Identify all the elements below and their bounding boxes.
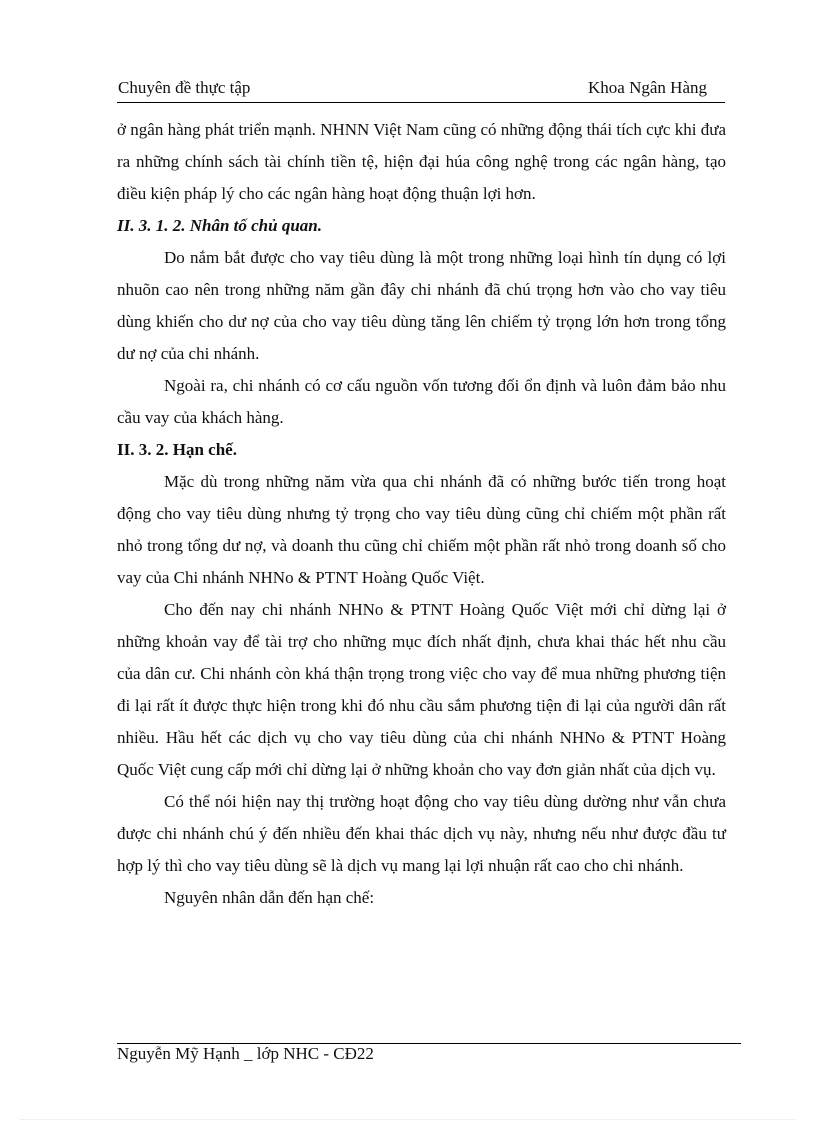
paragraph-3: Ngoài ra, chi nhánh có cơ cấu nguồn vốn tương đối ổn định và luôn đảm bảo nhu cầu vay của khách hàng. (117, 376, 726, 427)
page-footer: Nguyễn Mỹ Hạnh _ lớp NHC - CĐ22 (117, 1044, 374, 1063)
paragraph-6: Có thể nói hiện nay thị trường hoạt động cho vay tiêu dùng dường như vẫn chưa được chi nhánh chú ý đến nhiều đến khai thác dịch vụ này, nhưng nếu như được đầu tư hợp lý thì cho vay tiêu dùng sẽ là dịch vụ mang lại lợi nhuận rất cao cho chi nhánh. (117, 792, 726, 875)
section-heading-subjective-factors: II. 3. 1. 2. Nhân tố chủ quan. (117, 216, 323, 235)
paragraph-1: ở ngân hàng phát triển mạnh. NHNN Việt Nam cũng có những động thái tích cực khi đưa ra những chính sách tài chính tiền tệ, hiện đại húa công nghệ trong các ngân hàng, tạo điều kiện pháp lý cho các ngân hàng hoạt động thuận lợi hơn. (117, 120, 726, 203)
header-title-left: Chuyên đề thực tập (118, 78, 251, 97)
header-title-right: Khoa Ngân Hàng (588, 78, 707, 97)
section-heading-limitations: II. 3. 2. Hạn chế. (117, 440, 237, 459)
paragraph-4: Mặc dù trong những năm vừa qua chi nhánh đã có những bước tiến trong hoạt động cho vay tiêu dùng nhưng tỷ trọng cho vay tiêu dùng cũng chỉ chiếm một phần rất nhỏ trong tổng dư nợ, và doanh thu cũng chỉ chiếm một phần rất nhỏ trong doanh số cho vay của Chi nhánh NHNo & PTNT Hoàng Quốc Việt. (117, 472, 726, 587)
paragraph-5: Cho đến nay chi nhánh NHNo & PTNT Hoàng Quốc Việt mới chỉ dừng lại ở những khoản vay để tài trợ cho những mục đích nhất định, chưa khai thác hết nhu cầu của dân cư. Chi nhánh còn khá thận trọng trong việc cho vay để mua những phương tiện đi lại rất ít được thực hiện trong khi đó nhu cầu sắm phương tiện đi lại của người dân rất nhiều. Hầu hết các dịch vụ cho vay tiêu dùng của chi nhánh NHNo & PTNT Hoàng Quốc Việt cung cấp mới chỉ dừng lại ở những khoản cho vay đơn giản nhất của dịch vụ. (117, 600, 726, 779)
paragraph-2: Do nắm bắt được cho vay tiêu dùng là một trong những loại hình tín dụng có lợi nhuõn cao nên trong những năm gần đây chi nhánh đã chú trọng hơn vào cho vay tiêu dùng khiến cho dư nợ của cho vay tiêu dùng tăng lên chiếm tỷ trọng lớn hơn trong tổng dư nợ của chi nhánh. (117, 248, 726, 363)
paragraph-7: Nguyên nhân dẫn đến hạn chế: (164, 888, 375, 907)
page-header (117, 78, 725, 103)
document-body (117, 114, 726, 914)
page-bottom-edge (20, 1119, 796, 1120)
